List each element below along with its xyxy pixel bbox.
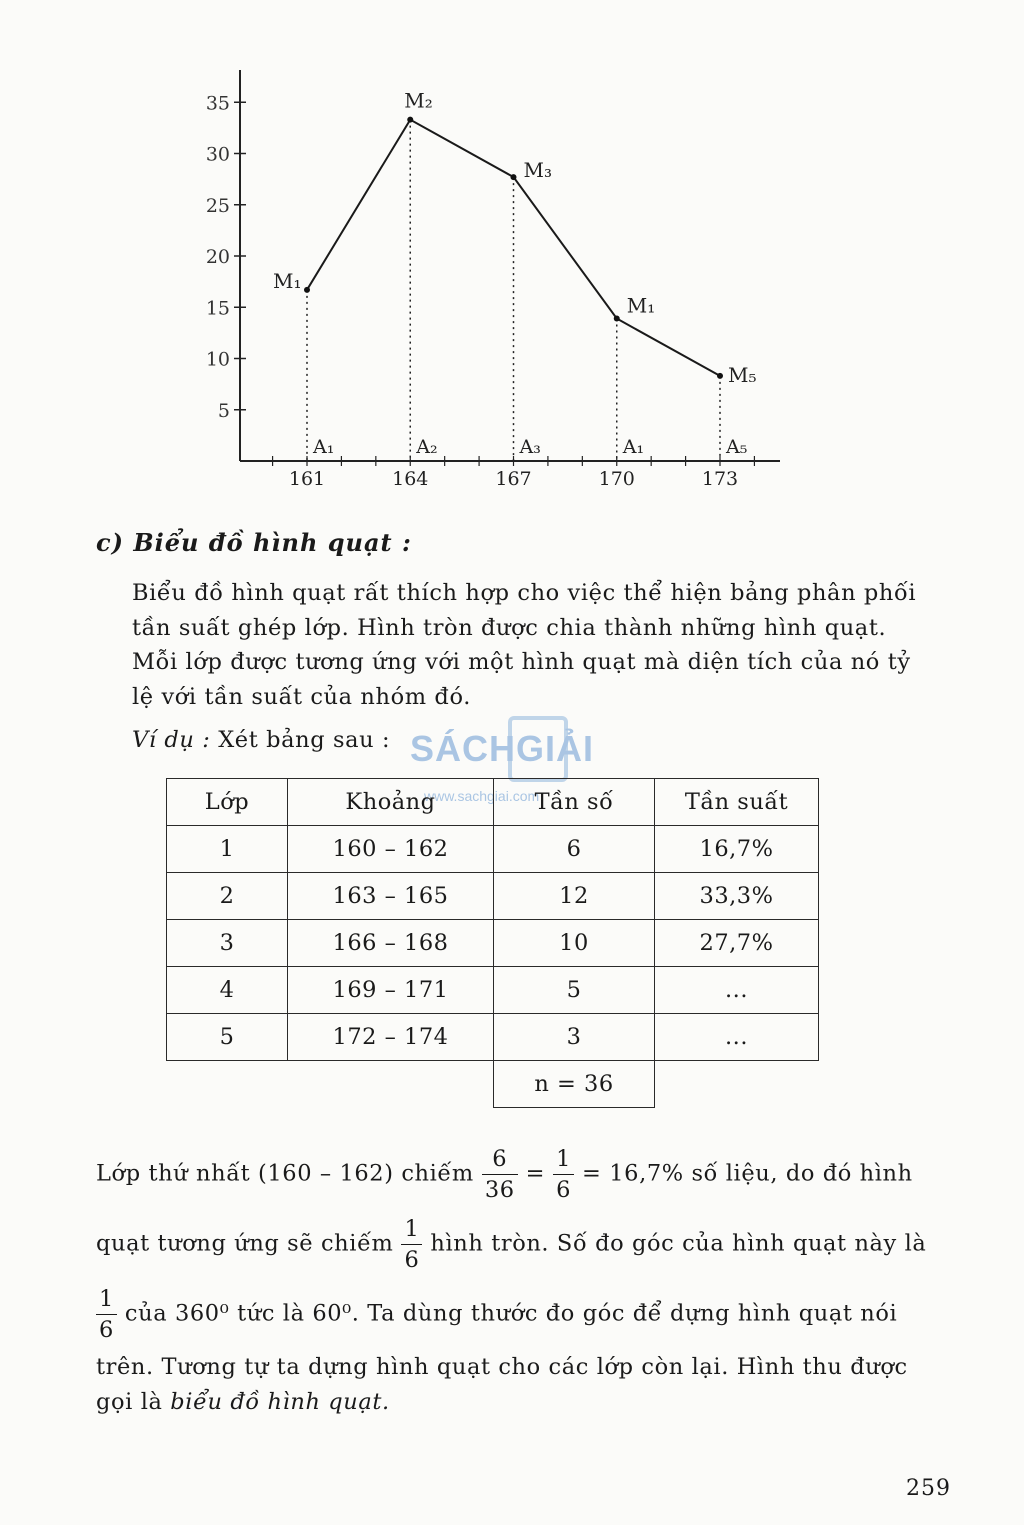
watermark-url: www.sachgiai.com	[424, 788, 540, 804]
x-tick-label: 161	[288, 468, 326, 490]
body-text: = 16,7% số liệu, do đó hình	[582, 1160, 913, 1187]
fraction	[96, 1284, 117, 1345]
table-cell: ...	[655, 1014, 819, 1061]
paragraph-line: Biểu đồ hình quạt rất thích hợp cho việc thể hiện bảng phân phối	[132, 580, 917, 606]
paragraph-line: lệ với tần suất của nhóm đó.	[132, 683, 471, 710]
body-text: của 360⁰ tức là 60⁰. Ta dùng thước đo góc để dựng hình quạt nói	[124, 1300, 898, 1327]
point-label: M₅	[728, 362, 757, 387]
fraction-numerator: 6	[482, 1144, 518, 1175]
point-label: M₂	[404, 88, 433, 113]
frequency-polygon-chart	[0, 0, 1024, 500]
table-cell: ...	[655, 967, 819, 1014]
table-header: Khoảng	[288, 779, 494, 826]
table-cell: 5	[167, 1014, 288, 1061]
fraction-numerator: 1	[96, 1284, 117, 1315]
table-cell: 4	[167, 967, 288, 1014]
table-cell: 166 – 168	[288, 920, 494, 967]
body-text: hình tròn. Số đo góc của hình quạt này là	[430, 1230, 927, 1257]
fraction-denominator: 6	[404, 1247, 420, 1273]
table-cell: 160 – 162	[288, 826, 494, 873]
table-cell: 3	[494, 1014, 655, 1061]
data-point	[614, 316, 620, 322]
example-line	[132, 727, 390, 753]
paragraph-line: Mỗi lớp được tương ứng với một hình quạt mà diện tích của nó tỷ	[132, 649, 911, 675]
fraction-numerator: 1	[401, 1214, 422, 1245]
table-cell: 1	[167, 826, 288, 873]
table-cell: 6	[494, 826, 655, 873]
x-tick-label: 164	[392, 468, 429, 490]
fraction	[482, 1144, 518, 1205]
point-label: M₃	[523, 158, 552, 183]
table-row	[167, 1014, 819, 1061]
point-label: M₁	[273, 268, 302, 293]
table-header: Tần số	[494, 779, 655, 826]
fraction	[553, 1144, 574, 1205]
y-tick-label: 25	[205, 194, 230, 217]
table-cell: 16,7%	[655, 826, 819, 873]
foot-point-label: A₃	[519, 436, 541, 458]
data-point	[407, 117, 413, 123]
foot-point-label: A₁	[313, 436, 335, 458]
y-tick-label: 30	[205, 143, 230, 166]
table-row	[167, 873, 819, 920]
fraction-denominator: 6	[99, 1317, 114, 1343]
data-point	[304, 287, 310, 293]
table-cell: 3	[167, 920, 288, 967]
table-cell: 10	[494, 920, 655, 967]
fraction-numerator: 1	[553, 1144, 574, 1175]
foot-point-label: A₂	[416, 436, 438, 458]
body-text: Lớp thứ nhất (160 – 162) chiếm	[96, 1160, 474, 1187]
table-header: Lớp	[167, 779, 288, 826]
section-heading: c) Biểu đồ hình quạt :	[96, 528, 412, 557]
body-text: quạt tương ứng sẽ chiếm	[96, 1230, 394, 1257]
y-tick-label: 35	[205, 92, 230, 115]
table-header-row	[167, 779, 819, 826]
body-line-2	[96, 1214, 952, 1275]
table-cell: 27,7%	[655, 920, 819, 967]
equals-sign: =	[525, 1160, 546, 1187]
x-tick-label: 173	[701, 468, 739, 490]
table-row	[167, 967, 819, 1014]
table-header: Tần suất	[655, 779, 819, 826]
body-line-3	[96, 1284, 952, 1345]
frequency-table	[166, 778, 819, 1108]
x-tick-label: 170	[598, 468, 635, 490]
table-cell: 2	[167, 873, 288, 920]
data-point	[717, 373, 723, 379]
table-row	[167, 826, 819, 873]
example-text: Xét bảng sau :	[210, 727, 391, 753]
table-cell: 5	[494, 967, 655, 1014]
y-tick-label: 5	[217, 399, 230, 422]
table-cell: 169 – 171	[288, 967, 494, 1014]
watermark-text: SÁCHGIẢI	[410, 728, 595, 769]
frequency-polygon-line	[307, 120, 720, 376]
section-paragraph	[132, 576, 952, 714]
y-tick-label: 20	[205, 246, 230, 268]
foot-point-label: A₁	[622, 436, 645, 458]
y-tick-label: 15	[205, 297, 230, 320]
body-line-1	[96, 1144, 952, 1205]
example-label: Ví dụ :	[132, 727, 211, 753]
x-tick-label: 167	[495, 468, 532, 490]
paragraph-line: tần suất ghép lớp. Hình tròn được chia thành những hình quạt.	[132, 614, 887, 641]
table-total-cell: n = 36	[494, 1061, 655, 1108]
fraction-denominator: 36	[484, 1177, 515, 1203]
table-total-row	[167, 1061, 819, 1108]
y-tick-label: 10	[205, 348, 230, 371]
body-line-5	[96, 1389, 952, 1415]
table-cell: 33,3%	[655, 873, 819, 920]
data-point	[511, 174, 517, 180]
body-italic-term: biểu đồ hình quạt.	[170, 1389, 390, 1415]
body-text: gọi là	[96, 1389, 171, 1415]
point-label: M₁	[626, 293, 656, 318]
body-line-4: trên. Tương tự ta dựng hình quạt cho các lớp còn lại. Hình thu được	[96, 1354, 908, 1380]
table-row	[167, 920, 819, 967]
table-cell: 12	[494, 873, 655, 920]
fraction-denominator: 6	[556, 1177, 572, 1203]
table-cell: 163 – 165	[288, 873, 494, 920]
page-number: 259	[906, 1476, 951, 1501]
fraction	[401, 1214, 422, 1275]
table-cell: 172 – 174	[288, 1014, 494, 1061]
foot-point-label: A₅	[726, 436, 748, 458]
